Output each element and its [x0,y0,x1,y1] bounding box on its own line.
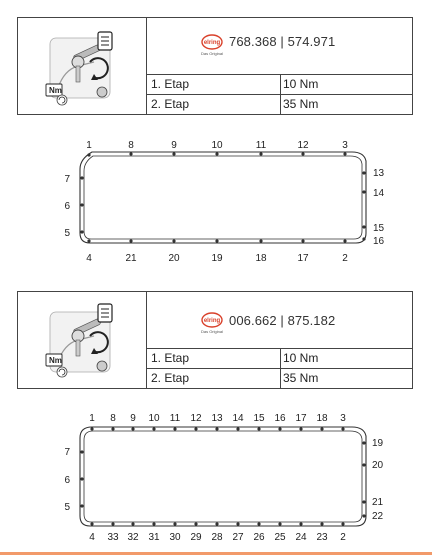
cell-divider [280,369,281,388]
bolt-label: 10 [211,140,223,151]
stage-value: 35 Nm [283,371,319,385]
bolt-label: 19 [372,438,384,449]
bolt-label: 3 [340,413,346,424]
stage-value: 10 Nm [283,77,319,91]
bolt-label: 13 [373,168,385,179]
bolt-labels-right [372,438,384,522]
bolt-labels-left [64,447,70,513]
info-panel-1 [17,17,413,115]
bolt-label: 27 [232,532,244,543]
elring-logo-icon [201,312,223,328]
bolt-label: 8 [128,140,134,151]
bolt-label: 20 [372,460,384,471]
bolt-holes [80,427,365,525]
cell-divider [280,75,281,94]
tightening-illustration-1 [18,18,147,114]
bolt-label: 2 [340,532,346,543]
bolt-label: 1 [89,413,95,424]
bolt-label: 29 [190,532,202,543]
stage-label: 2. Etap [151,371,190,385]
gasket-diagram-2 [0,408,432,543]
stage-row [147,349,412,369]
bolt-labels-left [64,174,70,239]
info-panel-2 [17,291,413,389]
bolt-label: 3 [342,140,348,151]
bolt-label: 21 [372,497,384,508]
bolt-label: 12 [190,413,202,424]
bolt-label: 12 [297,140,309,151]
bolt-label: 20 [168,253,180,264]
brand-header-1 [147,18,412,75]
bolt-label: 11 [255,140,267,151]
gasket-outline-2 [0,408,432,543]
stage-label: 1. Etap [151,77,190,91]
elring-logo-icon [201,34,223,50]
stage-label: 2. Etap [151,97,190,111]
bolt-label: 17 [297,253,309,264]
bolt-labels-bottom [86,253,348,264]
bolt-label: 32 [127,532,139,543]
part-number: 768.368 | 574.971 [229,34,336,49]
gasket-diagram-1 [0,135,432,265]
bolt-labels-top [86,140,348,151]
bolt-label: 18 [255,253,267,264]
bolt-label: 9 [171,140,177,151]
bolt-label: 15 [373,223,385,234]
bolt-label: 5 [64,502,70,513]
bolt-labels-right [373,168,385,247]
bolt-holes [80,152,365,242]
bolt-label: 17 [295,413,307,424]
bolt-labels-top [89,413,346,424]
stage-value: 10 Nm [283,351,319,365]
bolt-label: 31 [148,532,160,543]
bolt-label: 16 [274,413,286,424]
bolt-label: 24 [295,532,307,543]
bolt-label: 28 [211,532,223,543]
brand-tagline: Das Original [201,329,224,334]
brand-header-2 [147,292,412,349]
stage-row [147,95,412,114]
stage-value: 35 Nm [283,97,319,111]
bolt-label: 10 [148,413,160,424]
bolt-label: 13 [211,413,223,424]
brand-tagline: Das Original [201,51,224,56]
bolt-label: 15 [253,413,265,424]
bolt-label: 18 [316,413,328,424]
bolt-label: 4 [89,532,95,543]
bolt-label: 8 [110,413,116,424]
bolt-label: 7 [64,174,70,185]
bolt-label: 6 [64,201,70,212]
logo-text: elring [203,40,221,46]
bolt-labels-bottom [89,532,346,543]
bolt-label: 23 [316,532,328,543]
stage-label: 1. Etap [151,351,190,365]
logo-text: elring [203,318,221,324]
bolt-label: 1 [86,140,92,151]
bolt-label: 19 [211,253,223,264]
torque-wrench-icon [18,292,146,388]
bolt-label: 9 [130,413,136,424]
bolt-label: 5 [64,228,70,239]
bolt-label: 22 [372,511,384,522]
tightening-illustration-2 [18,292,147,388]
bolt-label: 4 [86,253,92,264]
stage-row [147,369,412,388]
bolt-label: 14 [373,188,385,199]
bolt-label: 33 [107,532,119,543]
bolt-label: 30 [169,532,181,543]
bolt-label: 16 [373,236,385,247]
torque-label: Nm [49,86,62,95]
torque-label: Nm [49,356,62,365]
stage-row [147,75,412,95]
bolt-label: 14 [232,413,244,424]
bolt-label: 26 [253,532,265,543]
bolt-label: 21 [125,253,137,264]
bolt-label: 2 [342,253,348,264]
bolt-label: 7 [64,447,70,458]
bolt-label: 25 [274,532,286,543]
part-number: 006.662 | 875.182 [229,313,336,328]
torque-wrench-icon [18,18,146,114]
bolt-label: 11 [169,413,181,424]
cell-divider [280,349,281,368]
bolt-label: 6 [64,475,70,486]
cell-divider [280,95,281,114]
gasket-outline-1 [0,135,432,265]
